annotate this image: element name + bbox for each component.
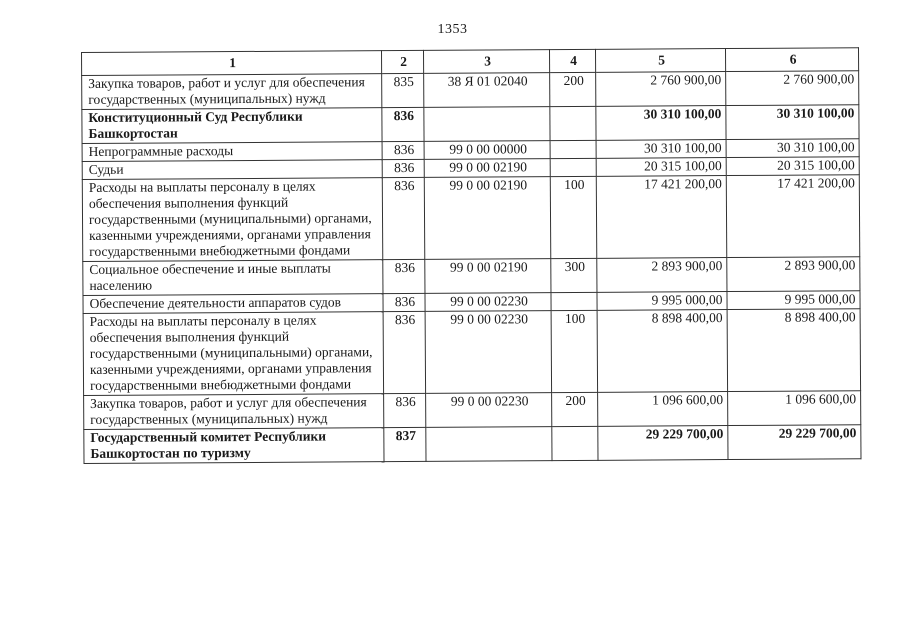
amount-cell: 2 893 900,00 <box>597 258 727 293</box>
ministry-code-cell: 836 <box>382 107 424 141</box>
amount-cell: 30 310 100,00 <box>726 139 859 158</box>
amount-cell: 9 995 000,00 <box>597 292 727 311</box>
item-name-cell: Непрограммные расходы <box>82 142 382 162</box>
target-article-cell: 99 0 00 02230 <box>426 393 552 428</box>
ministry-code-cell: 836 <box>383 293 425 311</box>
target-article-cell <box>426 427 552 462</box>
table-row <box>83 309 860 396</box>
item-name-cell: Расходы на выплаты персоналу в целях обеспечения выполнения функций государственными (муниципальными) органами, казенными учреждениями, органами управления государственными внебюджетными фондами <box>83 312 383 396</box>
item-name-cell: Государственный комитет Республики Башкортостан по туризму <box>84 428 384 464</box>
column-header: 4 <box>549 49 595 72</box>
column-header: 5 <box>595 49 725 73</box>
amount-cell: 1 096 600,00 <box>598 392 728 427</box>
ministry-code-cell: 836 <box>382 159 424 177</box>
amount-cell: 30 310 100,00 <box>726 105 859 140</box>
item-name-cell: Расходы на выплаты персоналу в целях обеспечения выполнения функций государственными (муниципальными) органами, казенными учреждениями, органами управления государственными внебюджетными фондами <box>82 178 382 262</box>
budget-table <box>81 47 862 464</box>
item-name-cell: Социальное обеспечение и иные выплаты населению <box>83 260 383 296</box>
amount-cell: 2 760 900,00 <box>726 71 859 106</box>
ministry-code-cell: 836 <box>383 311 426 393</box>
amount-cell: 17 421 200,00 <box>596 176 726 259</box>
ministry-code-cell: 836 <box>382 141 424 159</box>
expense-type-cell <box>550 106 596 140</box>
expense-type-cell <box>550 158 596 176</box>
column-header: 2 <box>381 50 423 73</box>
target-article-cell <box>424 107 550 142</box>
target-article-cell: 99 0 00 02190 <box>424 177 550 260</box>
expense-type-cell: 200 <box>550 72 596 106</box>
expense-type-cell <box>551 292 597 310</box>
amount-cell: 9 995 000,00 <box>727 291 860 310</box>
column-header: 1 <box>82 51 382 76</box>
target-article-cell: 99 0 00 02190 <box>424 159 550 178</box>
amount-cell: 30 310 100,00 <box>596 106 726 141</box>
expense-type-cell: 100 <box>551 310 598 392</box>
table-row <box>82 105 859 144</box>
amount-cell: 30 310 100,00 <box>596 140 726 159</box>
ministry-code-cell: 836 <box>383 259 425 293</box>
target-article-cell: 99 0 00 02230 <box>425 311 551 394</box>
item-name-cell: Закупка товаров, работ и услуг для обеспечения государственных (муниципальных) нужд <box>84 394 384 430</box>
expense-type-cell: 100 <box>550 176 597 258</box>
table-row <box>82 71 859 110</box>
amount-cell: 8 898 400,00 <box>727 309 860 392</box>
target-article-cell: 99 0 00 00000 <box>424 141 550 160</box>
amount-cell: 29 229 700,00 <box>598 426 728 461</box>
amount-cell: 20 315 100,00 <box>596 158 726 177</box>
table-row <box>84 391 861 430</box>
ministry-code-cell: 835 <box>382 73 424 107</box>
ministry-code-cell: 836 <box>382 177 425 259</box>
page-number: 1353 <box>437 22 468 37</box>
ministry-code-cell: 836 <box>384 393 426 427</box>
item-name-cell: Судьи <box>82 160 382 180</box>
amount-cell: 29 229 700,00 <box>728 425 861 460</box>
expense-type-cell: 200 <box>552 392 598 426</box>
column-header: 3 <box>423 50 549 74</box>
target-article-cell: 99 0 00 02230 <box>425 293 551 312</box>
expense-type-cell: 300 <box>551 258 597 292</box>
item-name-cell: Закупка товаров, работ и услуг для обеспечения государственных (муниципальных) нужд <box>82 74 382 110</box>
table-row <box>84 425 861 464</box>
expense-type-cell <box>552 426 598 460</box>
column-header: 6 <box>725 48 858 72</box>
table-row <box>82 175 859 262</box>
ministry-code-cell: 837 <box>384 427 426 461</box>
amount-cell: 17 421 200,00 <box>726 175 859 258</box>
expense-type-cell <box>550 140 596 158</box>
table-body <box>82 71 861 464</box>
table-row <box>83 257 860 296</box>
amount-cell: 2 893 900,00 <box>727 257 860 292</box>
amount-cell: 2 760 900,00 <box>596 72 726 107</box>
target-article-cell: 38 Я 01 02040 <box>424 73 550 108</box>
amount-cell: 1 096 600,00 <box>728 391 861 426</box>
target-article-cell: 99 0 00 02190 <box>425 259 551 294</box>
amount-cell: 8 898 400,00 <box>597 310 727 393</box>
amount-cell: 20 315 100,00 <box>726 157 859 176</box>
item-name-cell: Обеспечение деятельности аппаратов судов <box>83 294 383 314</box>
item-name-cell: Конституционный Суд Республики Башкортостан <box>82 108 382 144</box>
